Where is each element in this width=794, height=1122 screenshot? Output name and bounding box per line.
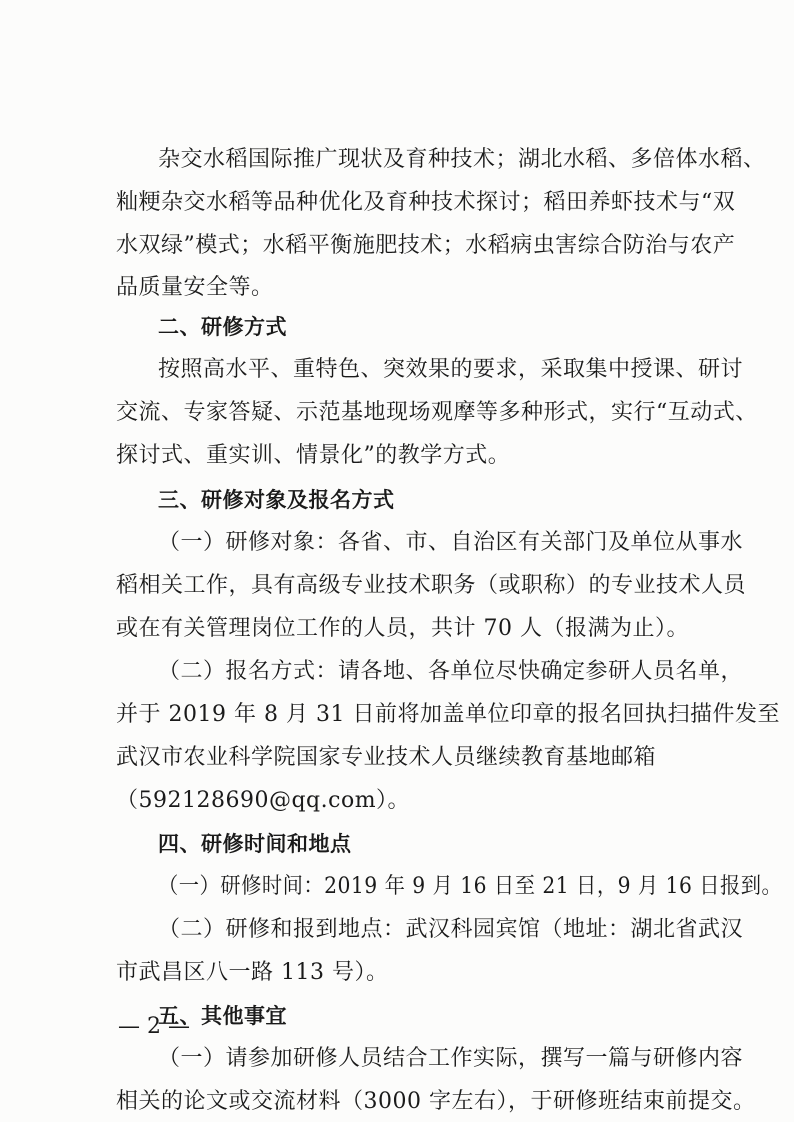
paragraph-line: 相关的论文或交流材料（3000 字左右），于研修班结束前提交。 bbox=[116, 1089, 756, 1114]
paragraph-line: 稻相关工作，具有高级专业技术职务（或职称）的专业技术人员 bbox=[116, 573, 747, 598]
paragraph-line: 并于 2019 年 8 月 31 日前将加盖单位印章的报名回执扫描件发至 bbox=[116, 702, 780, 727]
section-heading: 二、研修方式 bbox=[158, 315, 287, 339]
paragraph-line: 按照高水平、重特色、突效果的要求，采取集中授课、研讨 bbox=[158, 357, 744, 382]
paragraph-line: 水双绿”模式；水稻平衡施肥技术；水稻病虫害综合防治与农产 bbox=[116, 233, 736, 258]
paragraph-line: 交流、专家答疑、示范基地现场观摩等多种形式，实行“互动式、 bbox=[116, 400, 758, 425]
paragraph-line: （一）研修对象：各省、市、自治区有关部门及单位从事水 bbox=[158, 530, 744, 555]
paragraph-line: （二）研修和报到地点：武汉科园宾馆（地址：湖北省武汉 bbox=[158, 917, 744, 942]
page-number: — 2 — bbox=[118, 1014, 190, 1039]
email-address: （592128690@qq.com）。 bbox=[116, 788, 411, 813]
section-heading: 四、研修时间和地点 bbox=[158, 832, 352, 856]
paragraph-line: 武汉市农业科学院国家专业技术人员继续教育基地邮箱 bbox=[116, 745, 657, 770]
paragraph-line: 探讨式、重实训、情景化”的教学方式。 bbox=[116, 443, 511, 468]
paragraph-line: 杂交水稻国际推广现状及育种技术；湖北水稻、多倍体水稻、 bbox=[158, 147, 766, 172]
section-heading: 五、其他事宜 bbox=[158, 1004, 287, 1028]
section-heading: 三、研修对象及报名方式 bbox=[158, 488, 395, 512]
paragraph-line: （二）报名方式：请各地、各单位尽快确定参研人员名单， bbox=[158, 659, 744, 684]
paragraph-line: 品质量安全等。 bbox=[116, 275, 274, 300]
paragraph-line: 或在有关管理岗位工作的人员，共计 70 人（报满为止）。 bbox=[116, 616, 689, 641]
paragraph-line: 市武昌区八一路 113 号）。 bbox=[116, 960, 389, 985]
paragraph-line: （一）研修时间：2019 年 9 月 16 日至 21 日，9 月 16 日报到。 bbox=[158, 874, 783, 899]
paragraph-line: 籼粳杂交水稻等品种优化及育种技术探讨；稻田养虾技术与“双 bbox=[116, 190, 736, 215]
paragraph-line: （一）请参加研修人员结合工作实际，撰写一篇与研修内容 bbox=[158, 1046, 744, 1071]
